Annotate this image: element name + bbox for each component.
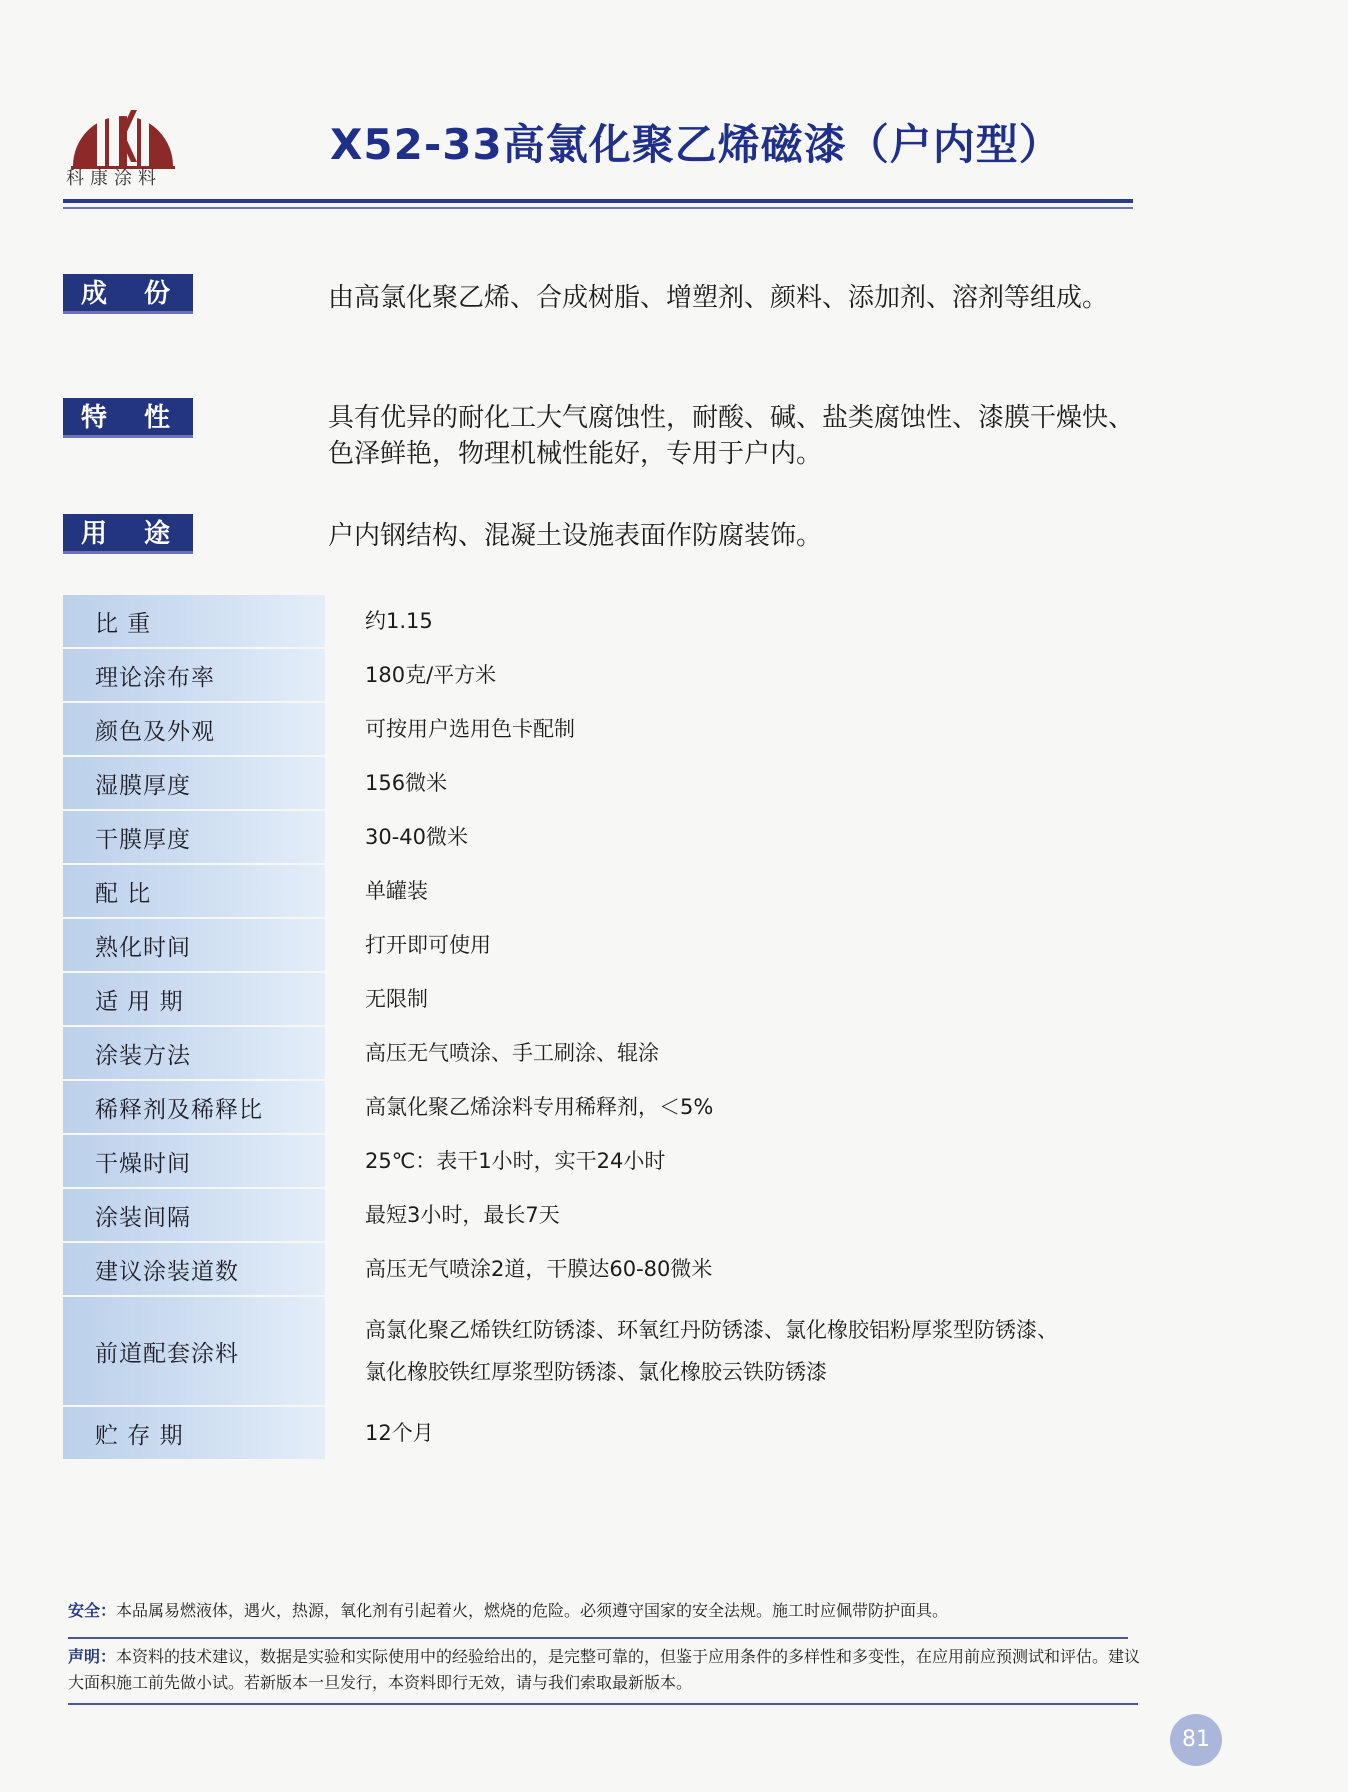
table-row <box>63 919 1153 973</box>
document-title: X52-33高氯化聚乙烯磁漆（户内型） <box>330 120 1062 169</box>
section-label-properties: 特 性 <box>63 398 193 438</box>
table-row <box>63 1297 1153 1407</box>
table-row <box>63 1189 1153 1243</box>
table-row <box>63 703 1153 757</box>
row-value: 12个月 <box>365 1421 434 1445</box>
row-label: 配 比 <box>63 865 325 917</box>
row-label: 熟化时间 <box>63 919 325 971</box>
section-label-usage: 用 途 <box>63 514 193 554</box>
section-text-usage: 户内钢结构、混凝土设施表面作防腐装饰。 <box>328 521 823 551</box>
table-row <box>63 1407 1153 1461</box>
row-label: 涂装间隔 <box>63 1189 325 1241</box>
section-text-properties: 具有优异的耐化工大气腐蚀性，耐酸、碱、盐类腐蚀性、漆膜干燥快、色泽鲜艳，物理机械性能好，专用于户内。 <box>328 403 1135 469</box>
row-value: 单罐装 <box>365 879 428 903</box>
footer-rule <box>68 1637 1128 1639</box>
row-value: 180克/平方米 <box>365 663 497 687</box>
table-row <box>63 649 1153 703</box>
row-value: 打开即可使用 <box>365 933 491 957</box>
table-row <box>63 595 1153 649</box>
row-label: 比 重 <box>63 595 325 647</box>
row-label: 干燥时间 <box>63 1135 325 1187</box>
row-label: 颜色及外观 <box>63 703 325 755</box>
row-label: 贮 存 期 <box>63 1407 325 1459</box>
table-row <box>63 1243 1153 1297</box>
row-label: 理论涂布率 <box>63 649 325 701</box>
table-row <box>63 1081 1153 1135</box>
table-row <box>63 757 1153 811</box>
table-row <box>63 973 1153 1027</box>
footer-rule-bottom <box>68 1703 1138 1705</box>
row-value: 高压无气喷涂2道，干膜达60-80微米 <box>365 1257 713 1281</box>
brand-name: 科康涂料 <box>66 168 162 189</box>
row-label: 涂装方法 <box>63 1027 325 1079</box>
safety-note: 安全：本品属易燃液体，遇火，热源，氧化剂有引起着火，燃烧的危险。必须遵守国家的安全法规。施工时应佩带防护面具。 <box>68 1601 949 1620</box>
row-value: 30-40微米 <box>365 825 469 849</box>
header-rule <box>63 199 1133 203</box>
row-label: 稀释剂及稀释比 <box>63 1081 325 1133</box>
table-row <box>63 811 1153 865</box>
row-value: 高氯化聚乙烯铁红防锈漆、环氧红丹防锈漆、氯化橡胶铝粉厚浆型防锈漆、 氯化橡胶铁红厚浆型防锈漆、氯化橡胶云铁防锈漆 <box>365 1318 1058 1384</box>
row-value: 高氯化聚乙烯涂料专用稀释剂，＜5% <box>365 1095 714 1119</box>
row-label: 适 用 期 <box>63 973 325 1025</box>
row-label: 干膜厚度 <box>63 811 325 863</box>
row-value: 156微米 <box>365 771 448 795</box>
row-value: 高压无气喷涂、手工刷涂、辊涂 <box>365 1041 659 1065</box>
row-value: 可按用户选用色卡配制 <box>365 717 575 741</box>
table-row <box>63 865 1153 919</box>
table-row <box>63 1135 1153 1189</box>
row-label: 建议涂装道数 <box>63 1243 325 1295</box>
statement-note: 声明：本资料的技术建议，数据是实验和实际使用中的经验给出的，是完整可靠的，但鉴于应用条件的多样性和多变性，在应用前应预测试和评估。建议大面积施工前先做小试。若新版本一旦发行，本资料即行无效，请与我们索取最新版本。 <box>68 1647 1141 1692</box>
section-label-composition: 成 份 <box>63 274 193 314</box>
row-value: 约1.15 <box>365 609 433 633</box>
row-value: 无限制 <box>365 987 428 1011</box>
row-label: 湿膜厚度 <box>63 757 325 809</box>
page-number: 81 <box>1170 1714 1222 1766</box>
row-label: 前道配套涂料 <box>63 1297 325 1405</box>
properties-table <box>63 595 1153 1461</box>
row-value: 最短3小时，最长7天 <box>365 1203 560 1227</box>
row-value: 25℃：表干1小时，实干24小时 <box>365 1149 666 1173</box>
header-rule-thin <box>63 207 1133 209</box>
section-text-composition: 由高氯化聚乙烯、合成树脂、增塑剂、颜料、添加剂、溶剂等组成。 <box>328 283 1109 313</box>
table-row <box>63 1027 1153 1081</box>
